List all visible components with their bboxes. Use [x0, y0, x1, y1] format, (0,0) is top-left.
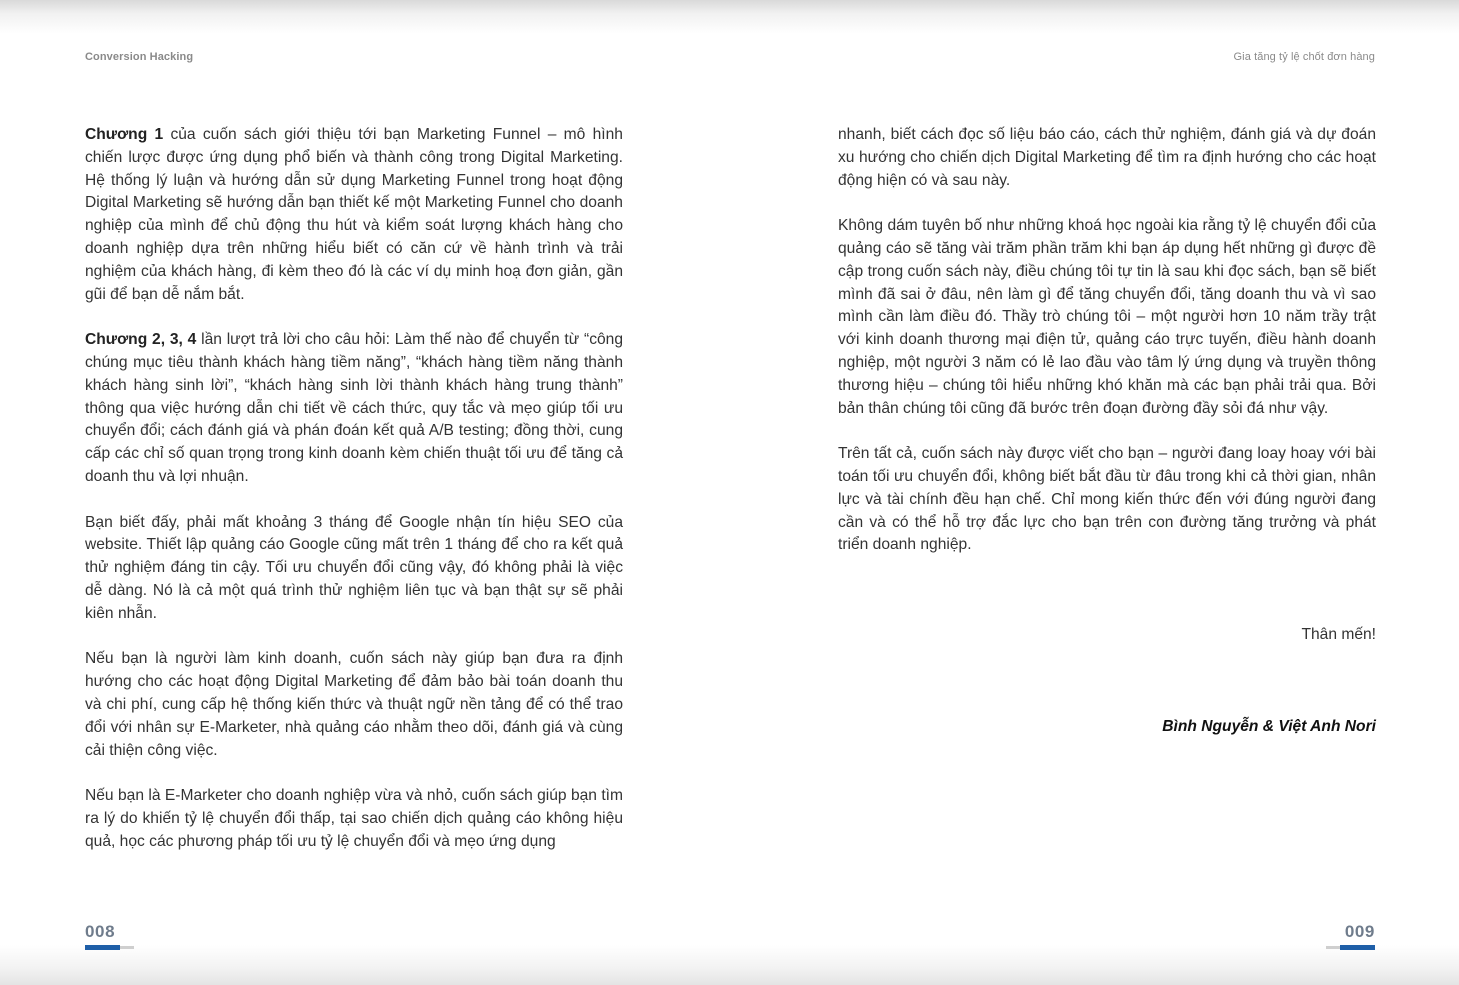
paragraph-lead: Chương 1 [85, 126, 164, 143]
page-number-bar-right [1326, 945, 1375, 950]
bottom-shadow [0, 945, 1459, 985]
page-number-bar-left [85, 945, 134, 950]
spacer [838, 580, 1376, 624]
paragraph-lead: Chương 2, 3, 4 [85, 331, 197, 349]
paragraph-continuation: nhanh, biết cách đọc số liệu báo cáo, cách thử nghiệm, đánh giá và dự đoán xu hướng cho chiến dịch Digital Marketing để tìm ra định hướng cho các hoạt động hiện có và sau này. [838, 126, 1376, 189]
spacer [838, 670, 1376, 716]
left-page-body [85, 124, 623, 876]
paragraph-chapter-2-3-4 [85, 329, 623, 489]
page-number-bar-accent [85, 945, 120, 950]
page-number-left: 008 [85, 922, 116, 941]
page-number-bar-accent [1340, 945, 1375, 950]
paragraph-business-owner: Nếu bạn là người làm kinh doanh, cuốn sách này giúp bạn đưa ra định hướng cho các hoạt động Digital Marketing để đảm bảo bài toán doanh thu và chi phí, cung cấp hệ thống kiến thức và thuật ngữ nền tảng để có thể trao đổi với nhân sự E-Marketer, nhà quảng cáo nhằm theo dõi, đánh giá và cùng cải thiện công việc. [85, 650, 623, 759]
paragraph-e-marketer: Nếu bạn là E-Marketer cho doanh nghiệp vừa và nhỏ, cuốn sách giúp bạn tìm ra lý do khiến tỷ lệ chuyển đổi thấp, tại sao chiến dịch quảng cáo không hiệu quả, học các phương pháp tối ưu tỷ lệ chuyển đổi và mẹo ứng dụng [85, 787, 623, 850]
author-signature: Bình Nguyễn & Việt Anh Nori [1162, 717, 1376, 735]
running-head-book-subtitle: Gia tăng tỷ lệ chốt đơn hàng [1233, 51, 1375, 63]
closing-line: Thân mến! [1301, 625, 1376, 643]
paragraph-chapter-1 [85, 124, 623, 306]
page-number-bar-track [120, 946, 134, 949]
paragraph-audience: Trên tất cả, cuốn sách này được viết cho bạn – người đang loay hoay với bài toán tối ưu chuyển đổi, không biết bắt đầu từ đâu trong khi cả thời gian, nhân lực và tài chính đều hạn chế. Chỉ mong kiến thức đến với đúng người đang cần và có thể hỗ trợ đắc lực cho bạn trên con đường tăng trưởng và phát triển doanh nghiệp. [838, 445, 1376, 554]
paragraph-text: của cuốn sách giới thiệu tới bạn Marketing Funnel – mô hình chiến lược được ứng dụng phổ biến và thành công trong Digital Marketing. Hệ thống lý luận và hướng dẫn sử dụng Marketing Funnel trong hoạt động Digital Marketing sẽ hướng dẫn bạn thiết kế một Marketing Funnel cho doanh nghiệp của mình để chủ động thu hút và kiểm soát lượng khách hàng cho doanh nghiệp dựa trên những hiểu biết có căn cứ về hành trình và trải nghiệm của khách hàng, đi kèm theo đó là các ví dụ minh hoạ đơn giản, gần gũi để bạn dễ nắm bắt. [85, 126, 623, 303]
top-shadow [0, 0, 1459, 34]
paragraph-promise: Không dám tuyên bố như những khoá học ngoài kia rằng tỷ lệ chuyển đổi của quảng cáo sẽ tăng vài trăm phần trăm khi bạn áp dụng hết những gì được đề cập trong cuốn sách này, điều chúng tôi tự tin là sau khi đọc sách, bạn sẽ biết mình đã sai ở đâu, nên làm gì để tăng chuyển đổi, tăng doanh thu và vì sao mình cần làm điều đó. Thầy trò chúng tôi – một người hơn 10 năm trầy trật với kinh doanh thương mại điện tử, quảng cáo trực tuyến, điều hành doanh nghiệp, một người 3 năm có lẻ lao đầu vào tâm lý ứng dụng và truyền thông thương hiệu – chúng tôi hiểu những khó khăn mà các bạn phải trải qua. Bởi bản thân chúng tôi cũng đã bước trên đoạn đường đầy sỏi đá như vậy. [838, 217, 1376, 417]
page-number-bar-track [1326, 946, 1340, 949]
paragraph-text: lần lượt trả lời cho câu hỏi: Làm thế nào để chuyển từ “công chúng mục tiêu thành khách hàng tiềm năng”, “khách hàng tiềm năng thành khách hàng sinh lời”, “khách hàng sinh lời thành khách hàng trung thành” thông qua việc hướng dẫn chi tiết về cách thức, quy tắc và mẹo giúp tối ưu chuyển đổi; cách đánh giá và phán đoán kết quả A/B testing; đồng thời, cung cấp các chỉ số quan trọng trong kinh doanh kèm chiến thuật tối ưu để tăng cả doanh thu và lợi nhuận. [85, 331, 624, 485]
running-head-book-title: Conversion Hacking [85, 51, 194, 63]
paragraph-seo-timing: Bạn biết đấy, phải mất khoảng 3 tháng để Google nhận tín hiệu SEO của website. Thiết lập quảng cáo Google cũng mất trên 1 tháng để cho ra kết quả thử nghiệm đáng tin cậy. Tối ưu chuyển đổi cũng vậy, đó không phải là việc dễ dàng. Nó là cả một quá trình thử nghiệm liên tục và bạn thật sự sẽ phải kiên nhẫn. [85, 513, 623, 622]
right-page-body [838, 124, 1376, 761]
page-number-right: 009 [1344, 922, 1375, 941]
